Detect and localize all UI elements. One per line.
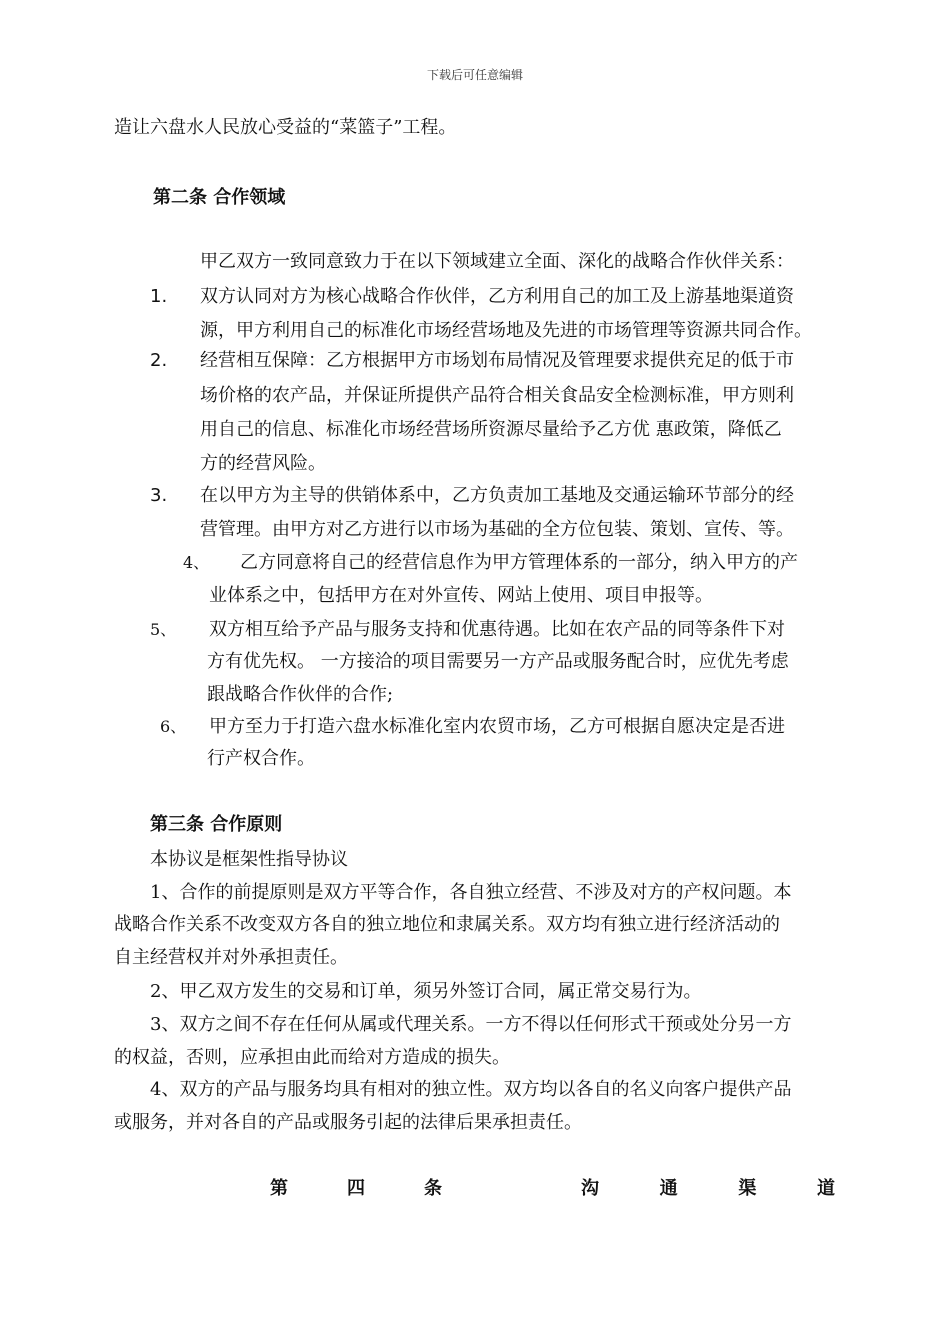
- list-item-line: 双方相互给予产品与服务支持和优惠待遇。比如在农产品的同等条件下对: [209, 619, 785, 640]
- list-item-line: 方的经营风险。: [200, 453, 326, 474]
- article3-heading: 第三条 合作原则: [150, 814, 283, 835]
- intro-line: 造让六盘水人民放心受益的“菜篮子”工程。: [114, 117, 457, 138]
- heading-char: 第: [270, 1178, 288, 1199]
- article2-heading: 第二条 合作领域: [153, 187, 286, 208]
- paragraph-line: 1、合作的前提原则是双方平等合作，各自独立经营、不涉及对方的产权问题。本: [150, 882, 792, 903]
- heading-char: 通: [659, 1178, 678, 1199]
- heading-char: 条: [424, 1178, 442, 1199]
- list-item-line: 营管理。由甲方对乙方进行以市场为基础的全方位包装、策划、宣传、等。: [200, 519, 794, 540]
- list-item-line: 双方认同对方为核心战略合作伙伴，乙方利用自己的加工及上游基地渠道资: [200, 286, 794, 307]
- article4-heading-part2: [581, 1177, 835, 1201]
- page-header: 下载后可任意编辑: [426, 68, 523, 82]
- list-item-number: 5、: [150, 620, 177, 639]
- list-item-line: 在以甲方为主导的供销体系中，乙方负责加工基地及交通运输环节部分的经: [200, 485, 794, 506]
- heading-char: 四: [347, 1178, 365, 1199]
- paragraph-line: 的权益，否则，应承担由此而给对方造成的损失。: [114, 1047, 510, 1068]
- paragraph-line: 或服务，并对各自的产品或服务引起的法律后果承担责任。: [114, 1112, 582, 1133]
- list-item-line: 行产权合作。: [207, 748, 315, 769]
- article2-lead: 甲乙双方一致同意致力于在以下领域建立全面、深化的战略合作伙伴关系：: [200, 251, 794, 272]
- paragraph-line: 自主经营权并对外承担责任。: [114, 947, 348, 968]
- paragraph-line: 4、双方的产品与服务均具有相对的独立性。双方均以各自的名义向客户提供产品: [150, 1079, 792, 1100]
- list-item-number: 1.: [150, 286, 168, 307]
- article4-heading-part1: [270, 1177, 442, 1201]
- list-item-number: 3.: [150, 485, 168, 506]
- list-item-number: 6、: [160, 717, 187, 736]
- list-item-line: 用自己的信息、标准化市场经营场所资源尽量给予乙方优 惠政策，降低乙: [200, 419, 782, 440]
- paragraph-line: 战略合作关系不改变双方各自的独立地位和隶属关系。双方均有独立进行经济活动的: [114, 914, 780, 935]
- list-item-number: 4、: [183, 553, 210, 572]
- heading-char: 渠: [738, 1178, 757, 1199]
- paragraph-line: 2、甲乙双方发生的交易和订单，须另外签订合同，属正常交易行为。: [150, 981, 702, 1002]
- list-item-number: 2.: [150, 350, 168, 371]
- list-item-line: 源，甲方利用自己的标准化市场经营场地及先进的市场管理等资源共同合作。: [200, 320, 812, 341]
- list-item-line: 乙方同意将自己的经营信息作为甲方管理体系的一部分，纳入甲方的产: [240, 552, 798, 573]
- list-item-line: 跟战略合作伙伴的合作;: [207, 684, 394, 705]
- heading-char: 沟: [581, 1178, 599, 1199]
- heading-char: 道: [816, 1178, 835, 1199]
- list-item-line: 甲方至力于打造六盘水标准化室内农贸市场，乙方可根据自愿决定是否进: [209, 716, 785, 737]
- list-item-line: 场价格的农产品，并保证所提供产品符合相关食品安全检测标准，甲方则利: [200, 385, 794, 406]
- list-item-line: 方有优先权。 一方接洽的项目需要另一方产品或服务配合时，应优先考虑: [207, 651, 789, 672]
- paragraph-line: 3、双方之间不存在任何从属或代理关系。一方不得以任何形式干预或处分另一方: [150, 1014, 792, 1035]
- article3-subtitle: 本协议是框架性指导协议: [150, 849, 348, 870]
- list-item-line: 业体系之中，包括甲方在对外宣传、网站上使用、项目申报等。: [209, 585, 713, 606]
- list-item-line: 经营相互保障：乙方根据甲方市场划布局情况及管理要求提供充足的低于市: [200, 350, 794, 371]
